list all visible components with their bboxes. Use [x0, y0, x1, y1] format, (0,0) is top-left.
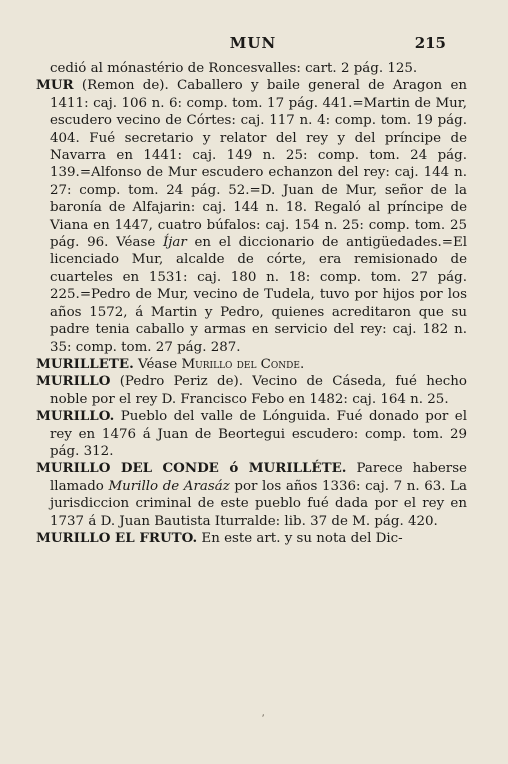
entry-italic: Murillo de Arasáz — [108, 478, 230, 494]
entry-murillo-pedro — [36, 373, 467, 408]
entry-headword: MUR — [36, 77, 74, 94]
paper-speck: ⸴ — [262, 709, 265, 720]
page-number: 215 — [414, 34, 446, 52]
entry-text-after: en el diccionario de antigüedades.=El licenciado Mur, alcalde de córte, era remisionado de cuarteles en 1531: caj. 180 n. 18: comp. tom. 27 pág. 225.=Pedro de Mur, vecino de Tudela, tuvo por hijos por los años 1572, á Martin y Pedro, quienes acreditaron que su padre tenia caballo y armas en servicio del rey: caj. 182 n. 35: comp. tom. 27 pág. 287. — [50, 235, 468, 355]
entry-headword: MURILLO DEL CONDE ó MURILLÉTE. — [36, 460, 347, 477]
dictionary-body — [36, 60, 467, 547]
entry-text: (Pedro Periz de). Vecino de Cáseda, fué hecho noble por el rey D. Francisco Febo en 1482: caj. 164 n. 25. — [50, 374, 467, 407]
entry-text: Véase — [133, 356, 182, 372]
entry-murillo-del-conde — [36, 460, 467, 530]
entry-text: Parece haberse llamado — [50, 461, 467, 494]
entry-headword: MURILLO EL FRUTO. — [36, 529, 198, 546]
page-header — [60, 34, 446, 54]
running-head: MUN — [229, 34, 277, 52]
entry-cross-reference: Murillo del Conde. — [181, 356, 305, 372]
entry-text: Pueblo del valle de Lónguida. Fué donado por el rey en 1476 á Juan de Beortegui escudero: comp. tom. 29 pág. 312. — [50, 409, 467, 459]
entry-headword: MURILLETE. — [36, 355, 134, 372]
entry-text-after: por los años 1336: caj. 7 n. 63. La jurisdiccion criminal de este pueblo fué dada por el rey en 1737 á D. Juan Bautista Iturralde: lib. 37 de M. pág. 420. — [50, 478, 468, 529]
entry-headword: MURILLO — [36, 373, 111, 390]
entry-headword: MURILLO. — [36, 408, 115, 425]
entry-murillo-el-fruto — [36, 530, 467, 547]
entry-text: En este art. y su nota del Dic- — [197, 530, 403, 546]
entry-text: (Remon de). Caballero y baile general de Aragon en 1411: caj. 106 n. 6: comp. tom. 17 pág. 441.=Martin de Mur, escudero vecino de Córtes: caj. 117 n. 4: comp. tom. 19 pág. 404. Fué secretario y relator del rey y del príncipe de Navarra en 1441: caj. 149 n. 25: comp. tom. 24 pág. 139.=Alfonso de Mur escudero echanzon del rey: caj. 144 n. 27: comp. tom. 24 pág. 52.=D. Juan de Mur, señor de la baronía de Alfajarin: caj. 144 n. 18. Regaló al príncipe de Viana en 1447, cuatro búfalos: caj. 154 n. 25: comp. tom. 25 pág. 96. Véase — [50, 78, 467, 251]
entry-continuation — [36, 60, 467, 77]
entry-murillo-pueblo — [36, 408, 467, 460]
entry-text: cedió al mónastério de Roncesvalles: cart. 2 pág. 125. — [50, 61, 418, 76]
entry-mur — [36, 77, 467, 356]
entry-murillete — [36, 356, 467, 373]
entry-italic: Íjar — [162, 235, 187, 251]
